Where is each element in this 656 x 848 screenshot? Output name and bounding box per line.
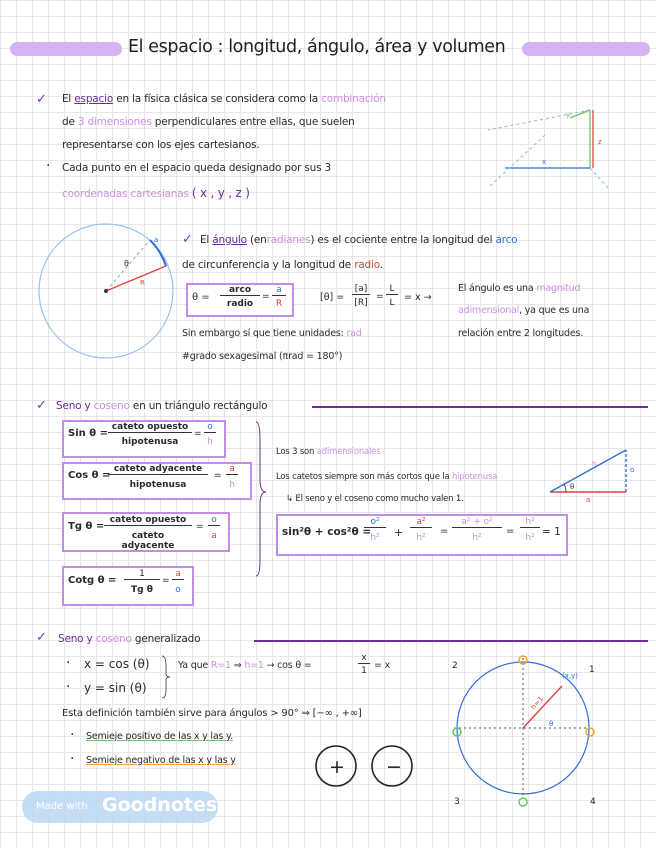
s4-text: generalizado <box>134 633 201 645</box>
tg-den: cateto adyacente <box>121 531 175 551</box>
axis-y-stub <box>570 110 590 118</box>
bullet: · <box>66 655 71 671</box>
section-divider <box>312 406 648 408</box>
quadrant-4: 4 <box>590 797 596 807</box>
quadrant-2: 2 <box>452 661 458 671</box>
tg-lhs: Tg θ = <box>68 521 105 532</box>
s1-text: El <box>62 93 72 105</box>
s2-line2 <box>182 259 383 271</box>
s4-text: → cos θ = <box>266 660 312 671</box>
s3-term-hip: hipotenusa <box>451 472 498 482</box>
axis-label-x: x <box>542 158 547 166</box>
s2-right-2 <box>458 305 589 316</box>
s1-term-combinacion: combinación <box>321 93 386 105</box>
cotg-n2: a <box>172 569 184 580</box>
dim-lhs: [θ] = <box>320 292 345 303</box>
s3-text: en un triángulo rectángulo <box>132 400 268 412</box>
dim-rest: = x → <box>404 292 432 303</box>
cotg-eq: = <box>162 576 170 586</box>
ident-t1d: h² <box>370 533 380 543</box>
s4-ya-que <box>178 660 312 671</box>
ident-plus: + <box>394 526 404 539</box>
s4-def: Esta definición también sirve para ángulos > 90° ⇒ [−∞ , +∞] <box>62 708 362 719</box>
tg-d2: a <box>211 531 217 541</box>
quadrant-1: 1 <box>589 665 595 675</box>
s2-sin-embargo <box>182 328 362 339</box>
s2-term-adimensional: adimensional <box>458 305 520 316</box>
point-xy: (x,y) <box>562 672 578 680</box>
s1-term-espacio: espacio <box>74 93 114 105</box>
ident-t4n: h² <box>520 517 540 528</box>
page-title: El espacio : longitud, ángulo, área y volumen <box>128 37 506 57</box>
s2-text: ) es el cociente entre la longitud del <box>310 234 493 246</box>
s1-line4: Cada punto en el espacio queda designado por sus 3 <box>62 162 331 174</box>
tg-eq: = <box>196 522 204 532</box>
brace-small-path <box>162 656 170 698</box>
s2-text: (en <box>250 234 267 246</box>
cos-rel-n: x <box>358 653 370 664</box>
center-point <box>104 289 108 293</box>
rotation-icons <box>310 740 422 792</box>
brace-small <box>160 654 172 700</box>
s2-text: de circunferencia y la longitud de <box>182 259 352 271</box>
sin-n2: o <box>204 422 216 433</box>
tri-label-h: h <box>592 460 597 468</box>
x-eq: x = cos (θ) <box>84 657 150 671</box>
s2-text: El ángulo es una <box>458 283 534 294</box>
badge-brand: Goodnotes <box>102 794 218 816</box>
ident-eq2: = <box>506 526 515 537</box>
s3-note2 <box>276 472 497 482</box>
tri-angle-arc <box>564 484 566 492</box>
cos-den: hipotenusa <box>129 480 187 490</box>
tri-label-o: o <box>630 466 635 474</box>
s3-term-coseno: coseno <box>93 400 130 412</box>
cos-num: cateto adyacente <box>108 464 208 475</box>
sin-lhs: Sin θ = <box>68 428 108 439</box>
bullet: · <box>70 727 75 743</box>
s4-text: Ya que <box>178 660 209 671</box>
f-den: radio <box>226 299 254 309</box>
cos-rel-rest: = x <box>374 660 391 671</box>
s2-term-magnitud: magnitud <box>536 283 581 294</box>
s2-text: , ya que es una <box>519 305 590 316</box>
rotation-plus: + <box>329 756 345 778</box>
s4-semieje-pos: Semieje positivo de las x y las y. <box>86 731 233 742</box>
f-num: arco <box>220 285 260 296</box>
dim-num: [a] <box>352 284 370 295</box>
tg-num: cateto opuesto <box>104 515 192 526</box>
s1-term-dimensiones: 3 dimensiones <box>77 116 152 128</box>
axes-diagram <box>480 80 630 205</box>
radius-label: h=1 <box>529 694 546 712</box>
y-eq: y = sin (θ) <box>84 681 147 695</box>
ident-t3d: h² <box>472 533 482 543</box>
marker-bottom <box>519 798 527 806</box>
check-icon: ✓ <box>182 232 193 247</box>
s4-term-seno: Seno y <box>58 633 93 645</box>
s1-text: de <box>62 116 75 128</box>
s3-term-adim: adimensionales <box>316 447 381 457</box>
section-divider <box>254 640 648 642</box>
title-bar-left <box>10 42 122 56</box>
rotation-minus: − <box>386 756 402 778</box>
triangle-diagram <box>540 440 640 504</box>
s3-text: Los 3 son <box>276 447 315 457</box>
s1-line2 <box>62 116 355 128</box>
s2-right-3: relación entre 2 longitudes. <box>458 328 584 339</box>
cotg-lhs: Cotg θ = <box>68 575 117 586</box>
axis-label-y: y <box>566 111 571 119</box>
s3-heading <box>56 400 267 412</box>
tri-side-h <box>550 450 626 492</box>
cotg-d2: o <box>175 585 181 595</box>
tri-label-a: a <box>586 496 591 504</box>
f-theta: θ = <box>192 292 210 303</box>
s1-text: perpendiculares entre ellas, que suelen <box>154 116 355 128</box>
quadrant-3: 3 <box>454 797 460 807</box>
sin-eq: = <box>194 429 202 439</box>
cos-n2: a <box>226 464 238 475</box>
ident-t2d: h² <box>416 533 426 543</box>
radius-h <box>523 686 562 728</box>
cotg-den: Tg θ <box>131 585 153 595</box>
check-icon: ✓ <box>36 92 47 107</box>
axis-diag2 <box>590 168 610 190</box>
angle-label: θ <box>549 720 554 728</box>
cotg-num: 1 <box>124 569 160 580</box>
dim-den2: L <box>389 298 395 308</box>
s4-semieje-neg: Semieje negativo de las x y las y <box>86 755 236 766</box>
s3-note3: ↳ El seno y el coseno como mucho valen 1. <box>286 494 464 504</box>
title-bar-right <box>522 42 650 56</box>
ident-t2n: a² <box>410 517 432 528</box>
f-num2: a <box>272 285 286 296</box>
check-icon: ✓ <box>36 630 47 645</box>
ident-lhs: sin²θ + cos²θ = <box>282 526 372 538</box>
s1-line3: representarse con los ejes cartesianos. <box>62 139 260 151</box>
unit-circle-diagram <box>444 648 604 808</box>
s4-heading <box>58 633 200 645</box>
s1-xyz: ( x , y , z ) <box>191 186 250 200</box>
cos-rel-d: 1 <box>361 666 367 676</box>
marker-right <box>586 728 594 736</box>
axis-label-z: z <box>598 138 602 146</box>
check-icon: ✓ <box>36 398 47 413</box>
s2-line1 <box>200 234 517 246</box>
s2-term-rad: rad <box>346 328 362 339</box>
s4-text: ⇒ <box>233 660 242 671</box>
s2-text: Sin embargo sí que tiene unidades: <box>182 328 344 339</box>
bullet: · <box>70 751 75 767</box>
dim-num2: L <box>386 284 398 295</box>
ident-eq1: = <box>440 526 449 537</box>
s4-term-h: h=1 <box>244 660 264 671</box>
tri-label-theta: θ <box>570 483 575 491</box>
s1-line5 <box>62 186 250 200</box>
sin-den: hipotenusa <box>121 437 179 447</box>
badge-made-with: Made with <box>36 801 88 812</box>
label-a: a <box>154 236 159 244</box>
bullet: · <box>46 158 51 174</box>
s2-term-arco: arco <box>495 234 518 246</box>
f-eq: = <box>262 292 270 302</box>
cos-d2: h <box>229 480 235 490</box>
s2-term-angulo: ángulo <box>212 234 247 246</box>
ident-t3n: a² + o² <box>452 517 502 528</box>
s2-term-radio: radio <box>354 259 380 271</box>
cos-lhs: Cos θ = <box>68 470 111 481</box>
ident-t1n: o² <box>364 517 386 528</box>
s2-term-radianes: radianes <box>266 234 311 246</box>
dim-den: [R] <box>354 298 368 308</box>
s3-note1 <box>276 447 380 457</box>
ident-t4d: h² <box>525 533 535 543</box>
bullet: · <box>66 679 71 695</box>
label-theta: θ <box>124 259 129 268</box>
s2-text: El <box>200 234 210 246</box>
s4-term-r: R=1 <box>210 660 231 671</box>
s1-text: en la física clásica se considera como la <box>116 93 318 105</box>
angle-circle-diagram <box>30 222 180 372</box>
radius-R <box>106 266 166 291</box>
tg-n2: o <box>208 515 220 526</box>
s1-term-coords: coordenadas cartesianas <box>62 188 189 200</box>
brace <box>250 420 270 580</box>
s2-grado: #grado sexagesimal (πrad = 180°) <box>182 351 343 362</box>
label-R: R <box>140 279 145 287</box>
sin-d2: h <box>207 437 213 447</box>
s4-term-coseno: coseno <box>95 633 132 645</box>
axis-guide <box>488 110 590 130</box>
s3-term-seno: Seno y <box>56 400 91 412</box>
sin-num: cateto opuesto <box>108 422 192 433</box>
brace-path <box>256 422 266 576</box>
s2-text: . <box>379 259 383 271</box>
ident-eq3: = 1 <box>542 526 561 538</box>
s2-right-1 <box>458 283 580 294</box>
s1-line1 <box>62 93 386 105</box>
dim-eq: = <box>376 292 384 302</box>
s3-text: Los catetos siempre son más cortos que la <box>276 472 450 482</box>
axis-diag <box>488 135 545 188</box>
cos-eq: = <box>214 471 222 481</box>
f-den2: R <box>275 299 283 309</box>
